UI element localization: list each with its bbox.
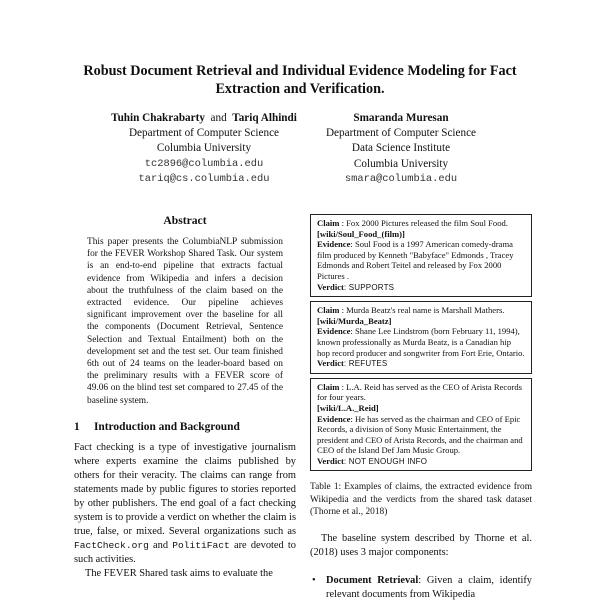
section-heading [74,421,296,433]
evidence-label: Evidence [317,326,351,337]
verdict-label: Verdict [317,358,344,369]
abstract-heading: Abstract [163,214,207,227]
baseline-text: The baseline system described by Thorne et al. (2018) uses 3 major components: [310,533,532,559]
intro-p1-part-c: are devoted to such activities. [74,539,297,565]
evidence-text: : Shane Lee Lindstrom (born February 11, 1994), known professionally as Murda Beatz, is a Canadian hip hop record producer and songwriter from Fort Erie, Ontario. [317,326,525,358]
title-line-1: Robust Document Retrieval and Individual Evidence Modeling for Fact [83,63,517,79]
evidence-label: Evidence [317,413,351,424]
affiliation-inst-right: Data Science Institute [351,142,451,155]
email-3: smara@columbia.edu [344,172,458,185]
abstract-text: This paper presents the ColumbiaNLP submission for the FEVER Workshop Shared Task. Our system is an end-to-end pipeline that extracts factual evidence from Wikipedia and infers a decision about the truthfulness of the claim based on the extracted evidence. Our pipeline achieves significant improvement over the baseline for all the components (Document Retrieval, Sentence Selection and Textual Entailment) both on the development set and the test set. Our team finished 6th out of 24 teams on the leader-board based on the preliminary results with a FEVER score of 49.06 on the blind test set compared to 27.45 of the baseline system. [87,237,283,406]
verdict-label: Verdict [317,455,344,466]
evidence-label: Evidence [317,239,351,250]
right-column [310,214,532,602]
wiki-link: [wiki/L.A._Reid] [317,402,379,413]
claim-label: Claim [317,381,340,392]
intro-p2-text: The FEVER Shared task aims to evaluate the [85,567,273,579]
section-number: 1 [74,420,80,433]
email-2: tariq@cs.columbia.edu [138,172,270,185]
claim-text: : Fox 2000 Pictures released the film Soul Food. [339,218,508,228]
authors-right-block [318,111,484,187]
list-item-desc: : Given a claim, identify relevant documents from Wikipedia [326,575,532,601]
intro-paragraph-2 [74,567,296,581]
evidence-text: : He has served as the chairman and CEO of Epic Records, a division of Sony Music Entertainment, the president and CEO of Arista Records, and the chairman and CEO of the Island Def Jam Music Group. [317,413,523,456]
politifact: PolitiFact [172,539,230,551]
bullet-icon: • [312,575,316,587]
intro-paragraph-1 [74,441,296,567]
author-names-left [98,111,310,126]
author-name-2: Tariq Alhindi [232,112,297,124]
claim-label: Claim [317,218,340,228]
author-name-3: Smaranda Muresan [353,112,449,124]
verdict-value: : NOT ENOUGH INFO [343,456,428,466]
verdict-label: Verdict [317,281,344,292]
authors-left-block [98,111,310,187]
left-column [74,214,296,581]
example-box-1 [310,214,532,297]
claim-text: : Murda Beatz's real name is Marshall Mathers. [339,305,505,316]
affiliation-dept-right: Department of Computer Science [325,127,477,140]
evidence-text: : Soul Food is a 1997 American comedy-drama film produced by Kenneth "Babyface" Edmonds , Tracey Edmonds and Robert Teitel and released by Fox 2000 Pictures . [317,239,514,281]
email-1: tc2896@columbia.edu [144,157,264,170]
affiliation-univ-right: Columbia University [353,157,449,170]
example-box-2 [310,301,532,374]
baseline-paragraph [310,532,532,560]
verdict-value: : SUPPORTS [343,282,395,292]
wiki-link: [wiki/Soul_Food_(film)] [317,228,405,239]
verdict-value: : REFUTES [343,359,388,369]
intro-p1-part-a: Fact checking is a type of investigative journalism where experts examine the claims published by others for their veracity. The claims can range from statements made by public figures to stories reported by other publishers. The end goal of a fact checking system is to provide a verdict on whether the claim is true, false, or mixed. Several organizations such as [74,441,296,537]
intro-p1-part-b: and [148,539,173,551]
list-item-text [326,574,532,602]
list-item [310,574,532,602]
paper-title [60,62,540,98]
claim-text: : L.A. Reid has served as the CEO of Arista Records for four years. [317,381,523,403]
list-item-title: Document Retrieval [326,575,419,587]
author-name-1: Tuhin Chakrabarty [111,112,205,124]
example-box-3 [310,378,532,472]
claim-label: Claim [317,305,340,316]
title-line-2: Extraction and Verification. [215,81,385,97]
affiliation-univ-left: Columbia University [156,142,252,155]
factcheck-org: FactCheck.org [74,539,149,551]
table-caption: Table 1: Examples of claims, the extracted evidence from Wikipedia and the verdicts from the shared task dataset (Thorne et al., 2018) [310,482,532,517]
author-and: and [210,112,227,124]
section-title: Introduction and Background [94,420,240,433]
affiliation-dept-left: Department of Computer Science [128,127,280,140]
components-list [310,574,532,602]
wiki-link: [wiki/Murda_Beatz] [317,315,392,326]
